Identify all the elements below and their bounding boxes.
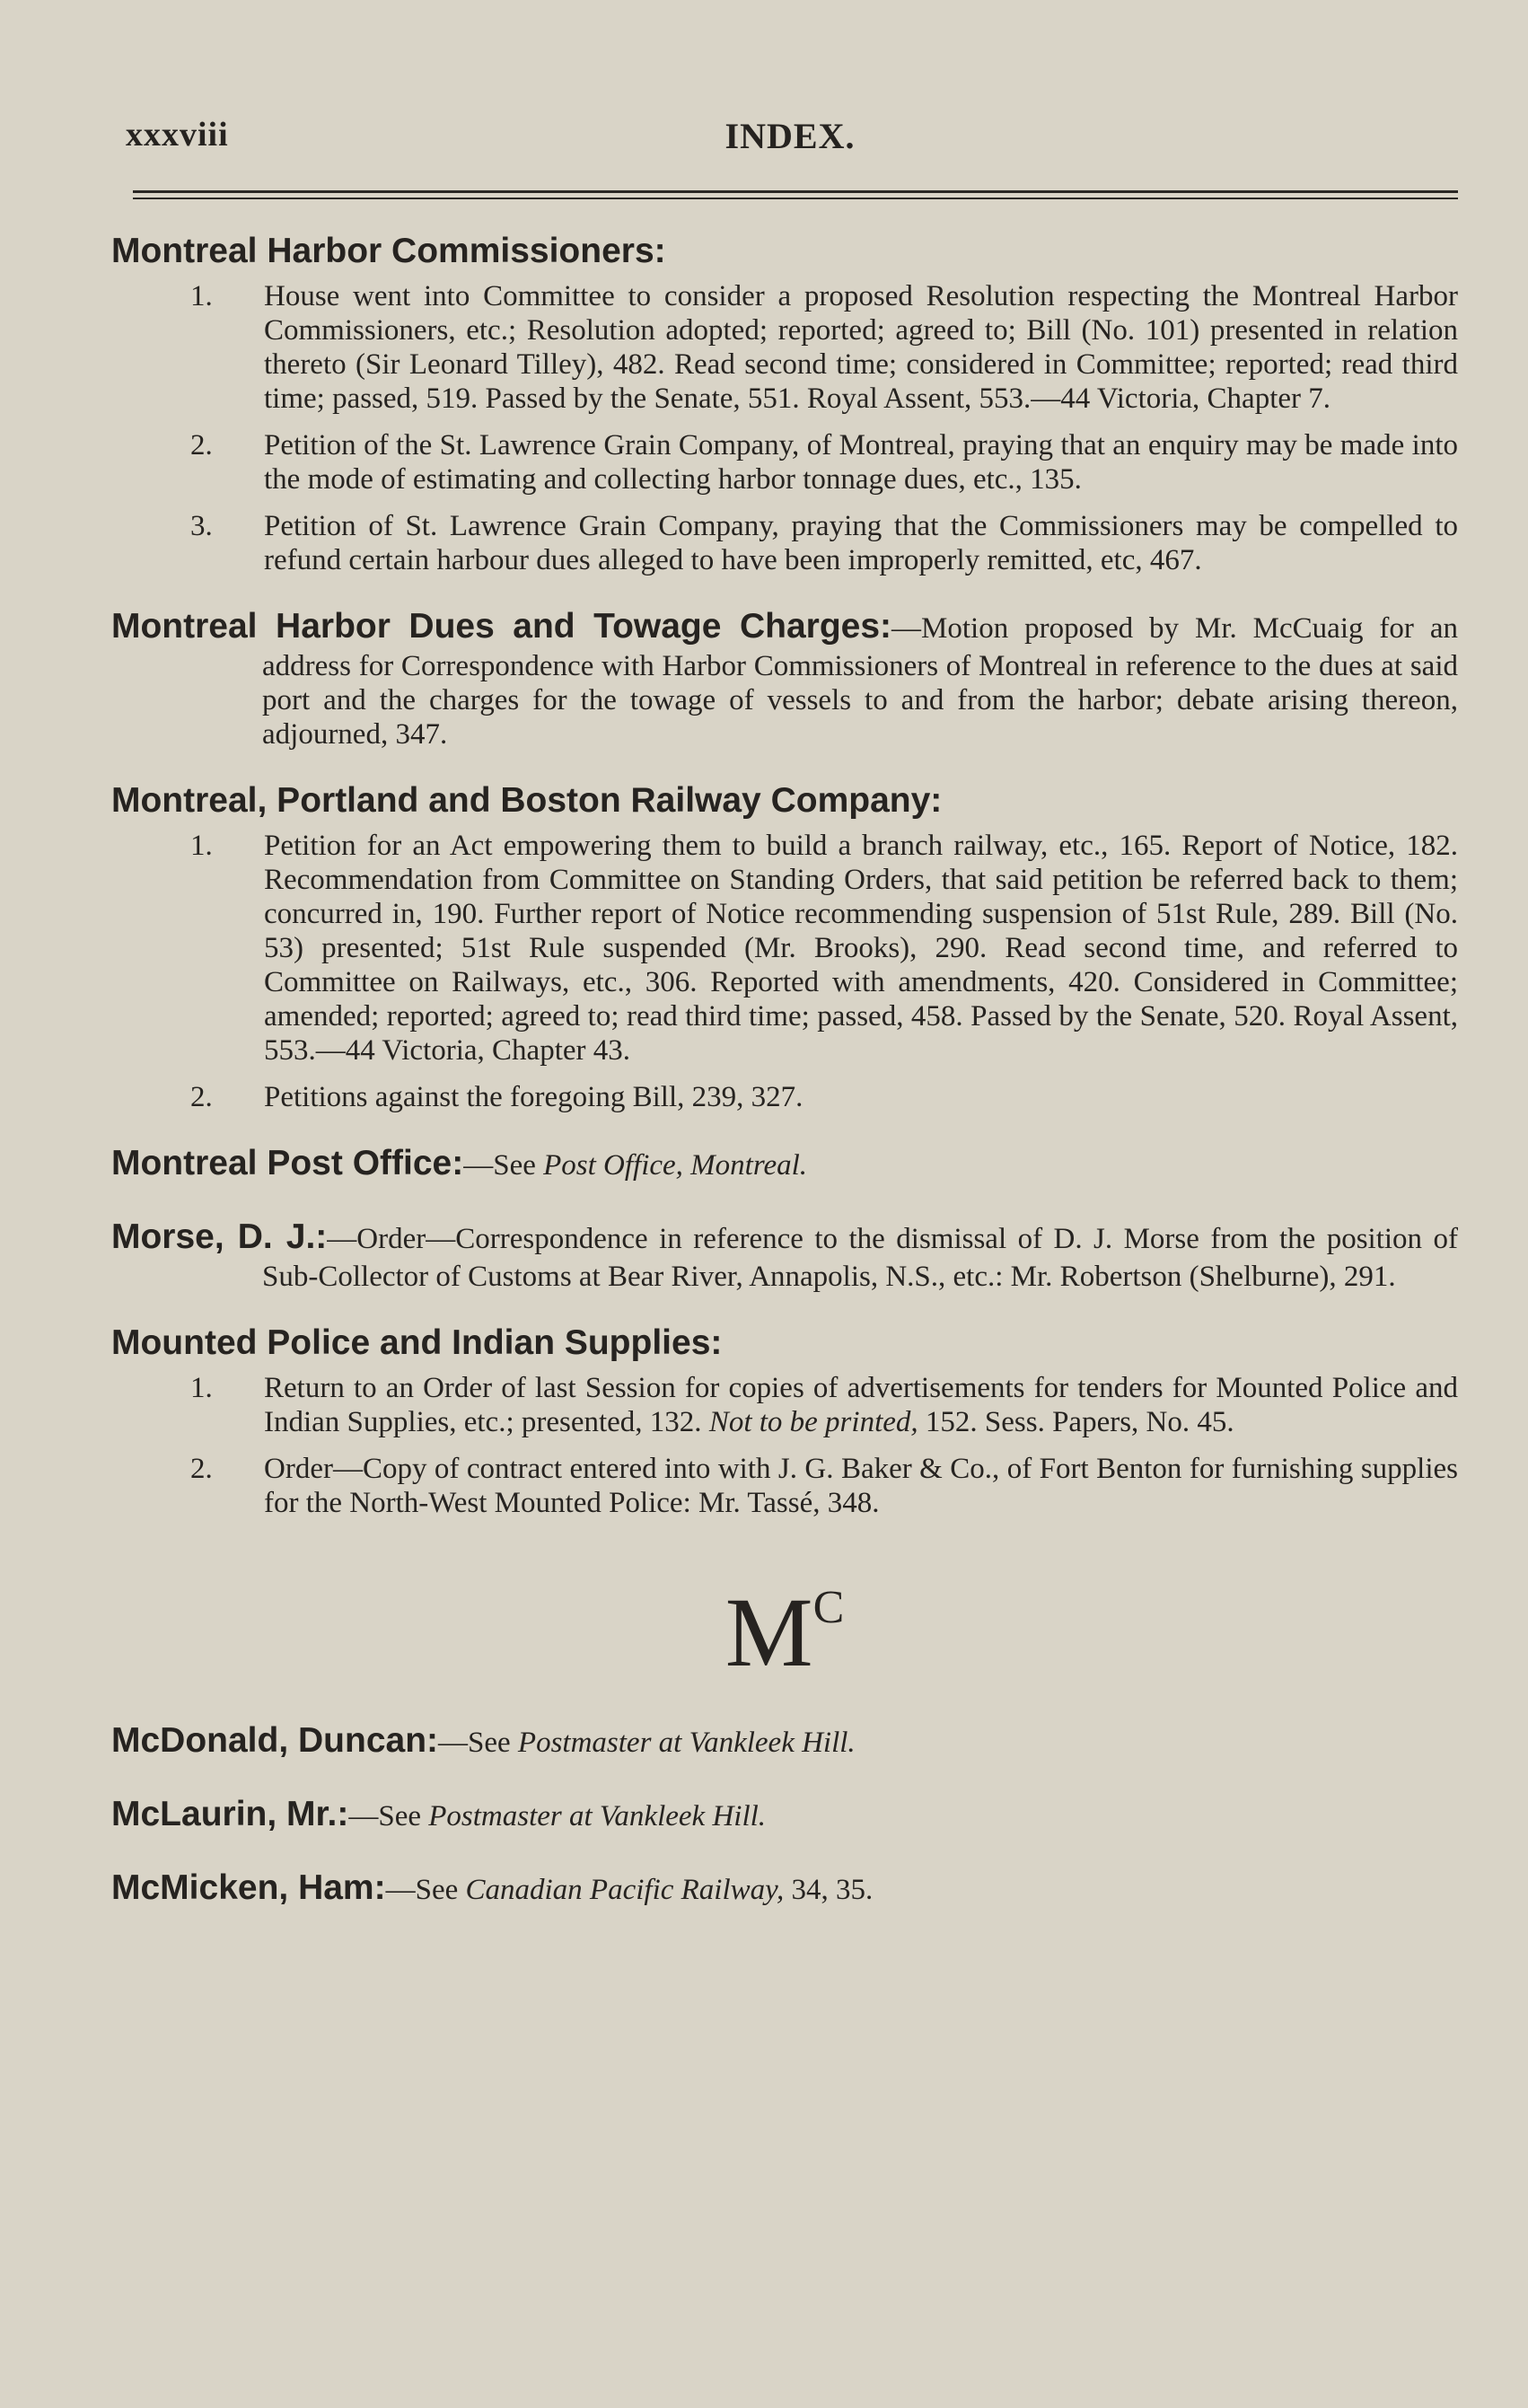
entry-heading: Montreal, Portland and Boston Railway Company:	[111, 781, 943, 820]
list-item	[111, 829, 1458, 1068]
item-text: Return to an Order of last Session for copies of advertisements for tenders for Mounted Police and Indian Supplies, etc.; presented, 132.	[264, 1372, 1458, 1438]
page-number: xxxviii	[126, 116, 229, 154]
entry-items	[111, 829, 1458, 1114]
list-item	[111, 279, 1458, 416]
item-number: 2.	[190, 1453, 213, 1485]
item-text: Petition of St. Lawrence Grain Company, praying that the Commissioners may be compelled to refund certain harbour dues alleged to have been improperly remitted, etc, 467.	[264, 510, 1458, 576]
item-number: 1.	[190, 830, 213, 862]
item-italic: Not to be printed,	[708, 1406, 918, 1438]
index-entry	[111, 1215, 1458, 1294]
list-item	[111, 1371, 1458, 1439]
item-text: Petition for an Act empowering them to build a branch railway, etc., 165. Report of Notice, 182. Recommendation from Committee on Standing Orders, that said petition be referred back to them; concurred in, 190. Further report of Notice recommending suspension of 51st Rule, 289. Bill (No. 53) presented; 51st Rule suspended (Mr. Brooks), 290. Read second time, and referred to Committee on Railways, etc., 306. Reported with amendments, 420. Considered in Committee; amended; reported; agreed to; read third time; passed, 458. Passed by the Senate, 520. Royal Assent, 553.—44 Victoria, Chapter 43.	[264, 830, 1458, 1067]
see-prefix: —See	[348, 1800, 429, 1832]
index-entry	[111, 1792, 1458, 1839]
see-prefix: —See	[385, 1874, 466, 1906]
header-rule	[133, 190, 1458, 193]
entry-heading: McDonald, Duncan:	[111, 1721, 439, 1760]
cross-reference: Postmaster at Vankleek Hill.	[517, 1727, 856, 1759]
item-number: 2.	[190, 1081, 213, 1113]
item-text: Petitions against the foregoing Bill, 239, 327.	[264, 1081, 804, 1113]
index-entry	[111, 778, 1458, 1114]
entry-heading: McLaurin, Mr.:	[111, 1795, 349, 1833]
item-number: 1.	[190, 280, 213, 312]
index-entry	[111, 604, 1458, 751]
index-entry	[111, 1718, 1458, 1765]
entry-items	[111, 279, 1458, 577]
item-text: Petition of the St. Lawrence Grain Company, of Montreal, praying that an enquiry may be made into the mode of estimating and collecting harbor tonnage dues, etc., 135.	[264, 429, 1458, 496]
see-prefix: —See	[438, 1727, 518, 1759]
item-number: 1.	[190, 1372, 213, 1404]
entry-heading: Montreal Harbor Commissioners:	[111, 232, 666, 270]
list-item	[111, 428, 1458, 497]
section-letter-superscript: C	[812, 1582, 845, 1633]
item-number: 3.	[190, 510, 213, 542]
page-header	[126, 115, 1454, 160]
entry-heading: Mounted Police and Indian Supplies:	[111, 1323, 723, 1362]
index-entry	[111, 1141, 1458, 1188]
index-entry	[111, 229, 1458, 577]
item-number: 2.	[190, 429, 213, 461]
see-prefix: —See	[463, 1149, 544, 1182]
index-entry	[111, 1866, 1458, 1912]
list-item	[111, 1080, 1458, 1114]
cross-reference: Post Office, Montreal.	[543, 1149, 808, 1182]
entry-tail: 34, 35.	[784, 1874, 874, 1906]
entry-heading: McMicken, Ham:	[111, 1868, 386, 1907]
cross-reference: Canadian Pacific Railway,	[465, 1874, 785, 1906]
list-item	[111, 1452, 1458, 1520]
section-letter-main: M	[724, 1578, 813, 1687]
cross-reference: Postmaster at Vankleek Hill.	[428, 1800, 767, 1832]
entry-items	[111, 1371, 1458, 1520]
entry-heading: Montreal Harbor Dues and Towage Charges:	[111, 607, 892, 646]
entry-heading: Montreal Post Office:	[111, 1144, 464, 1182]
running-head: INDEX.	[724, 116, 856, 156]
item-tail: 152. Sess. Papers, No. 45.	[918, 1406, 1234, 1438]
item-text: House went into Committee to consider a proposed Resolution respecting the Montreal Harbor Commissioners, etc.; Resolution adopted; reported; agreed to; Bill (No. 101) presented in relation thereto (Sir Leonard Tilley), 482. Read second time; considered in Committee; reported; read third time; passed, 519. Passed by the Senate, 551. Royal Assent, 553.—44 Victoria, Chapter 7.	[264, 280, 1458, 415]
item-text: Order—Copy of contract entered into with J. G. Baker & Co., of Fort Benton for furnishing supplies for the North-West Mounted Police: Mr. Tassé, 348.	[264, 1453, 1458, 1519]
index-entry	[111, 1321, 1458, 1520]
entry-text: —Motion proposed by Mr. McCuaig for an address for Correspondence with Harbor Commissioners of Montreal in reference to the dues at said port and the charges for the towage of vessels to and from the harbor; debate arising thereon, adjourned, 347.	[262, 612, 1458, 751]
list-item	[111, 509, 1458, 577]
section-letter	[111, 1554, 1458, 1686]
entry-heading: Morse, D. J.:	[111, 1217, 328, 1256]
entry-text: —Order—Correspondence in reference to the dismissal of D. J. Morse from the position of Sub-Collector of Customs at Bear River, Annapolis, N.S., etc.: Mr. Robertson (Shelburne), 291.	[262, 1223, 1458, 1293]
header-rule-double	[133, 198, 1458, 199]
index-content	[111, 229, 1458, 1939]
